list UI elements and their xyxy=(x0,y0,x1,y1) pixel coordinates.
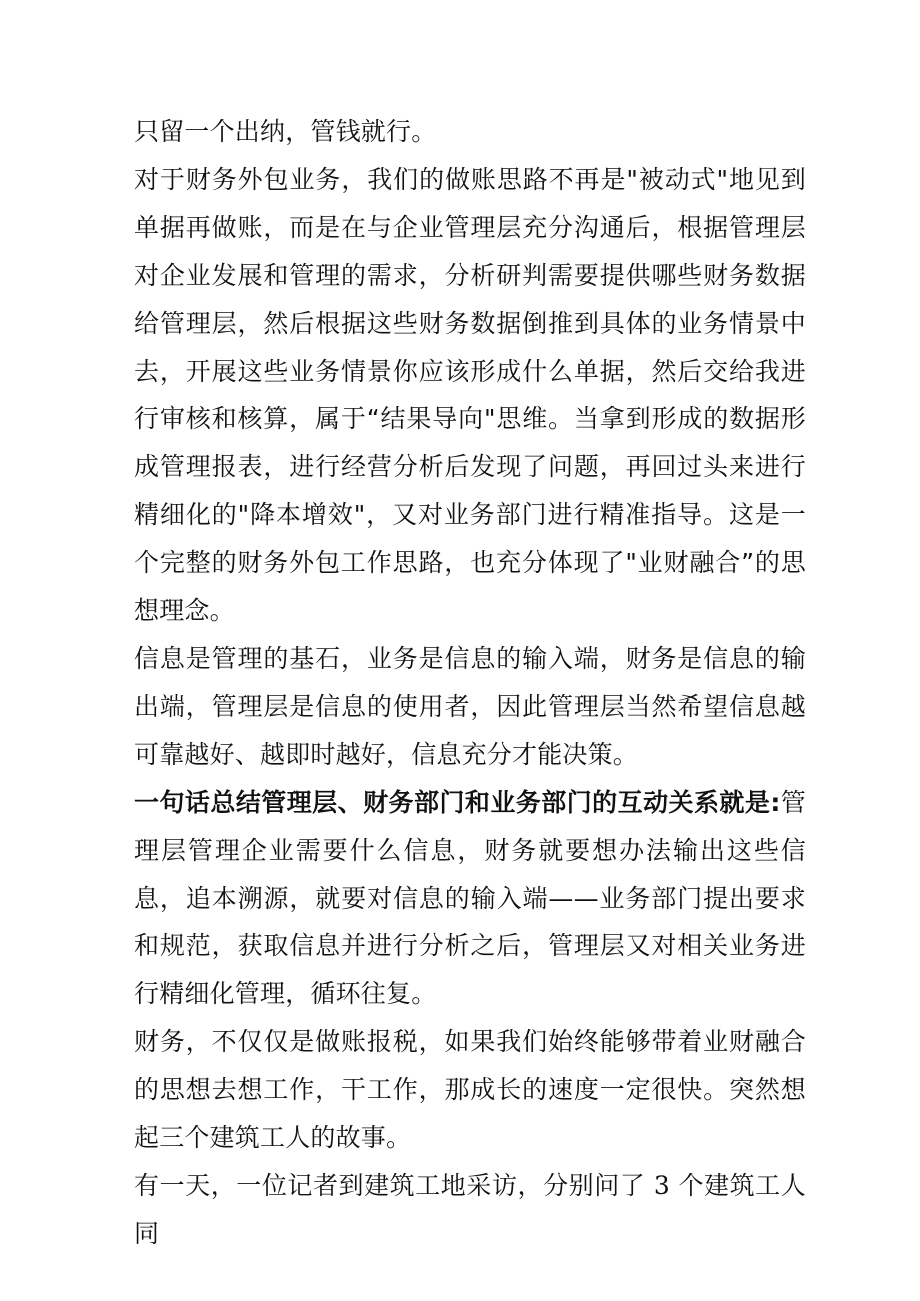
paragraph-4-bold-lead: 一句话总结管理层、财务部门和业务部门的互动关系就是: xyxy=(134,787,781,817)
paragraph-2-text: 对于财务外包业务，我们的做账思路不再是"被动式"地见到单据再做账，而是在与企业管理层充分沟通后，根据管理层对企业发展和管理的需求，分析研判需要提供哪些财务数据给管理层，然后根据这些财务数据倒推到具体的业务情景中去，开展这些业务情景你应该形成什么单据，然后交给我进行审核和核算，属于“结果导向"思维。当拿到形成的数据形成管理报表，进行经营分析后发现了问题，再回过头来进行精细化的"降本增效"，又对业务部门进行精准指导。这是一个完整的财务外包工作思路，也充分体现了"业财融合”的思想理念。 xyxy=(134,164,806,626)
paragraph-5-text: 财务，不仅仅是做账报税，如果我们始终能够带着业财融合的思想去想工作，干工作，那成长的速度一定很快。突然想起三个建筑工人的故事。 xyxy=(134,1027,806,1153)
paragraph-4 xyxy=(134,779,806,1019)
document-body xyxy=(134,108,806,1258)
paragraph-1-text: 只留一个出纳，管钱就行。 xyxy=(134,117,437,146)
paragraph-3 xyxy=(134,635,806,779)
paragraph-6 xyxy=(134,1162,806,1258)
paragraph-1 xyxy=(134,108,806,156)
paragraph-6-number: 3 xyxy=(653,1170,670,1200)
paragraph-6-text-before: 有一天，一位记者到建筑工地采访，分别问了 xyxy=(134,1170,646,1200)
paragraph-5 xyxy=(134,1018,806,1162)
paragraph-4-text: 管理层管理企业需要什么信息，财务就要想办法输出这些信息，追本溯源，就要对信息的输入端——业务部门提出要求和规范，获取信息并进行分析之后，管理层又对相关业务进行精细化管理，循环往复。 xyxy=(134,787,807,1009)
paragraph-6-text-after: 个建筑工人同 xyxy=(134,1170,806,1248)
paragraph-3-text: 信息是管理的基石，业务是信息的输入端，财务是信息的输出端，管理层是信息的使用者，因此管理层当然希望信息越可靠越好、越即时越好，信息充分才能决策。 xyxy=(134,643,806,769)
paragraph-2 xyxy=(134,156,806,635)
